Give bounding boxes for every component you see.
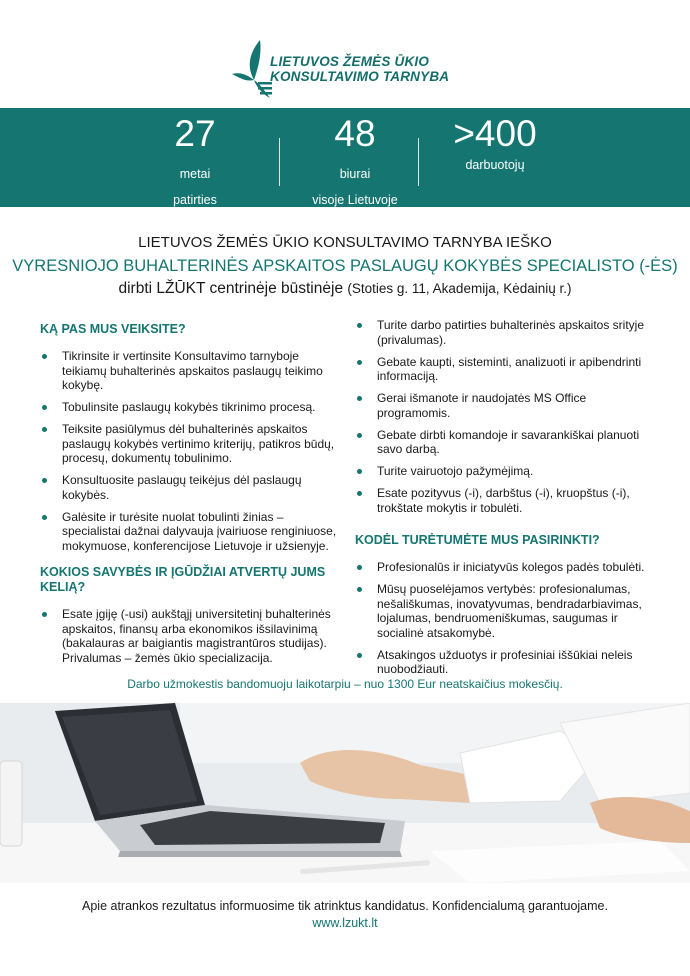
stat-label: patirties: [173, 193, 217, 207]
skills-list-right: [355, 318, 655, 515]
list-item: Gerai išmanote ir naudojatės MS Office programomis.: [355, 391, 655, 420]
stat-label: metai: [179, 167, 211, 181]
list-item: Profesionalūs ir iniciatyvūs kolegos padės tobulėti.: [355, 560, 655, 575]
list-item: Tobulinsite paslaugų kokybės tikrinimo procesą.: [40, 400, 340, 415]
website-link[interactable]: www.lzukt.lt: [312, 916, 378, 930]
heading-company: LIETUVOS ŽEMĖS ŪKIO KONSULTAVIMO TARNYBA IEŠKO: [138, 234, 552, 251]
job-heading: [0, 232, 690, 300]
left-column: [40, 322, 340, 673]
stat-offices: [290, 108, 420, 208]
list-item: Gebate dirbti komandoje ir savarankiškai planuoti savo darbą.: [355, 428, 655, 457]
heading-address: (Stoties g. 11, Akademija, Kėdainių r.): [347, 281, 572, 296]
list-item: Esate įgiję (-usi) aukštąjį universitetinį buhalterinės apskaitos, finansų arba ekonomikos išsilavinimą (bakalauras ar baigiantis magistrantūros studijas). Privalumas – žemės ūkio specializacija.: [40, 607, 340, 665]
why-title: KODĖL TURĖTUMĖTE MUS PASIRINKTI?: [355, 533, 600, 547]
tasks-list: [40, 349, 340, 553]
footer: [0, 898, 690, 932]
list-item: Mūsų puoselėjamos vertybės: profesionalumas, nešališkumas, inovatyvumas, bendradarbiavimas, lojalumas, bendruomeniškumas, saugumas ir socialinė atsakomybė.: [355, 582, 655, 640]
skills-list-left: [40, 607, 340, 665]
heading-location-main: dirbti LŽŪKT centrinėje būstinėje: [118, 280, 344, 297]
stat-label: biurai: [339, 167, 371, 181]
leaf-logo-icon: [232, 38, 272, 100]
divider: [418, 138, 419, 186]
tasks-title: KĄ PAS MUS VEIKSITE?: [40, 322, 186, 336]
skills-title: KOKIOS SAVYBĖS IR ĮGŪDŽIAI ATVERTŲ JUMS KELIĄ?: [40, 565, 326, 594]
salary-note: Darbo užmokestis bandomuoju laikotarpiu – nuo 1300 Eur neatskaičius mokesčių.: [127, 677, 563, 691]
laptop-photo: [0, 703, 690, 883]
stat-employees: [435, 108, 555, 173]
stat-number: >400: [453, 113, 537, 154]
list-item: Esate pozityvus (-i), darbštus (-i), kruopštus (-i), trokštate mokytis ir tobulėti.: [355, 486, 655, 515]
list-item: Konsultuosite paslaugų teikėjus dėl paslaugų kokybės.: [40, 473, 340, 502]
list-item: Galėsite ir turėsite nuolat tobulinti žinias – specialistai dažnai dalyvauja įvairiuose renginiuose, mokymuose, konferencijose Lietuvoje ir užsienyje.: [40, 510, 340, 554]
stat-years: [150, 108, 240, 208]
laptop-illustration: [0, 703, 690, 883]
list-item: Tikrinsite ir vertinsite Konsultavimo tarnyboje teikiamų buhalterinės apskaitos paslaugų teikimo kokybę.: [40, 349, 340, 393]
logo-text: [270, 54, 449, 84]
logo-line-2: KONSULTAVIMO TARNYBA: [270, 69, 450, 84]
why-list: [355, 560, 655, 677]
stats-band: [0, 108, 690, 207]
footer-note: Apie atrankos rezultatus informuosime tik atrinktus kandidatus. Konfidencialumą garantuojame.: [82, 899, 608, 913]
list-item: Turite vairuotojo pažymėjimą.: [355, 464, 655, 479]
logo-line-1: LIETUVOS ŽEMĖS ŪKIO: [270, 54, 430, 69]
list-item: Atsakingos užduotys ir profesiniai iššūkiai neleis nuobodžiauti.: [355, 648, 655, 677]
heading-position: VYRESNIOJO BUHALTERINĖS APSKAITOS PASLAUGŲ KOKYBĖS SPECIALISTO (-ĖS): [12, 257, 678, 275]
heading-location: [0, 278, 690, 300]
right-column: [355, 318, 655, 684]
stat-number: 27: [174, 113, 216, 154]
list-item: Teiksite pasiūlymus dėl buhalterinės apskaitos paslaugų kokybės vertinimo kriterijų, patikros būdų, procesų, dokumentų tobulinimo.: [40, 422, 340, 466]
stat-label: darbuotojų: [465, 158, 525, 172]
divider: [279, 138, 280, 186]
stat-label: visoje Lietuvoje: [312, 193, 398, 207]
logo: [232, 38, 472, 100]
list-item: Gebate kaupti, sisteminti, analizuoti ir apibendrinti informaciją.: [355, 355, 655, 384]
stat-number: 48: [334, 113, 376, 154]
list-item: Turite darbo patirties buhalterinės apskaitos srityje (privalumas).: [355, 318, 655, 347]
